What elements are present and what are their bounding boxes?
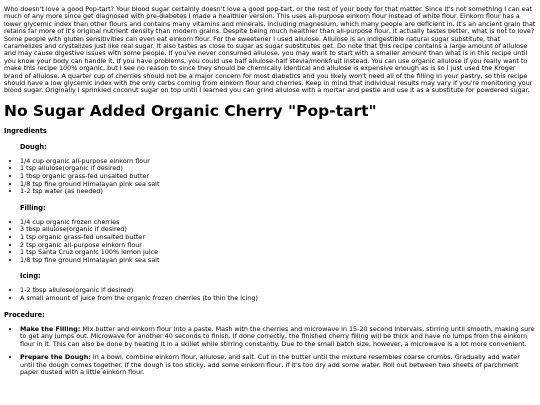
procedure-step — [20, 326, 536, 349]
step-title: Make the Filling: — [20, 324, 81, 333]
list-item: • 1 tsp allulose(organic if desired) — [20, 165, 536, 173]
filling-heading: Filling: — [20, 203, 46, 212]
ingredients-heading: Ingredients — [4, 126, 47, 135]
list-item: • 1 tsp organic grass-fed unsalted butter — [20, 234, 536, 242]
list-item: • 1-2 tbsp allulose(organic if desired) — [20, 287, 536, 295]
icing-list — [4, 287, 536, 302]
icing-heading: Icing: — [20, 272, 41, 281]
list-item: • A small amount of juice from the organic frozen cherries (to thin the icing) — [20, 295, 536, 303]
list-item: • 1/4 cup organic frozen cherries — [20, 219, 536, 227]
procedure-heading: Procedure: — [4, 310, 45, 319]
procedure-list — [4, 326, 536, 377]
dough-heading: Dough: — [20, 142, 47, 151]
list-item: • 1/8 tsp fine ground Himalayan pink sea salt — [20, 257, 536, 265]
list-item: • 2 tsp organic all-purpose einkorn flour — [20, 242, 536, 250]
list-item: • 1/8 tsp fine ground Himalayan pink sea salt — [20, 181, 536, 189]
intro-paragraph: Who doesn't love a good Pop-tart? Your blood sugar certainly doesn't love a good pop-tart, or the rest of your body for that matter. Since it's not something I can eat much of any more since get diagnosed with pre-diabetes I made a healthier version. This uses all-purpose einkorn flour instead of white flour. Einkorn flour has a lower glycemic index than other flours and contains many vitamins and minerals, including magnesium, which many people are deficient in. It's an ancient grain that retains far more of it's original nutrient density than modern grains. Despite being much healthier than all-purpose flour, it actually tastes better, what is not to love? Some people with gluten sensitivities can even eat einkorn flour. For the sweetener I used allulose. Allulose is an indigestible natural sugar substitute, that caramelizes and crystalizes just like real sugar. It also tastes as close to sugar as sugar substitutes get. Do note that this recipe contains a large amount of allulose and may cause digestive issues with some people. If you've never consumed allulose, you may want to start with a smaller amount than what is in this recipe until you know your body can handle it. If you have problems, you could use half allulose-half stevia/monkfruit instead. You can use organic allulose if you really want to make this recipe 100% organic, but I see no reason to since they should be chemically identical and allulose is expensive enough as is so I just used the Kroger brand of allulose. A quarter cup of cherries should not be a major concern for most diabetics and you likely won't need all of the filling in your pastry, so this recipe should have a low glycemic index with the only carbs coming from einkorn flour and cherries. Keep in mind that individual results may vary if you're monitoring your blood sugar. Originally I sprinkled coconut sugar on top until I learned you can grind allulose with a mortar and pestle and use it as a substitute for powdered sugar. — [4, 5, 536, 95]
list-item: • 3 tbsp allulose(organic if desired) — [20, 226, 536, 234]
list-item: • 1/4 cup organic all-purpose einkorn flour — [20, 158, 536, 166]
step-title: Prepare the Dough: — [20, 353, 91, 362]
list-item: • 1 tsp Santa Cruz organic 100% lemon juice — [20, 249, 536, 257]
list-item: • 1-2 tsp water (as needed) — [20, 188, 536, 196]
dough-list — [4, 158, 536, 196]
filling-list — [4, 219, 536, 265]
procedure-step — [20, 354, 536, 377]
step-text: Mix butter and einkorn flour into a paste. Mash with the cherries and microwave in 15-20 second intervals, stirring until smooth, making sure to get any lumps out. Microwave for another 40 seconds to finish. If done correctly, the finished cherry filling will be thick and have no lumps from the einkorn flour in it. This can also be done by heating it in a skillet while stirring constantly. Due to the small batch size, however, a microwave is a lot more convenient. — [20, 324, 535, 348]
list-item: • 1 tbsp organic grass-fed unsalted butter — [20, 173, 536, 181]
page-title: No Sugar Added Organic Cherry "Pop-tart" — [4, 101, 377, 120]
step-text: In a bowl, combine einkorn flour, allulose, and salt. Cut in the butter until the mixture resembles coarse crumbs. Gradually add water until the dough comes together. If the dough is too sticky, add some einkorn flour, if it's too dry add some water. Roll out between two sheets of parchment paper dusted with a little einkorn flour. — [20, 353, 520, 377]
